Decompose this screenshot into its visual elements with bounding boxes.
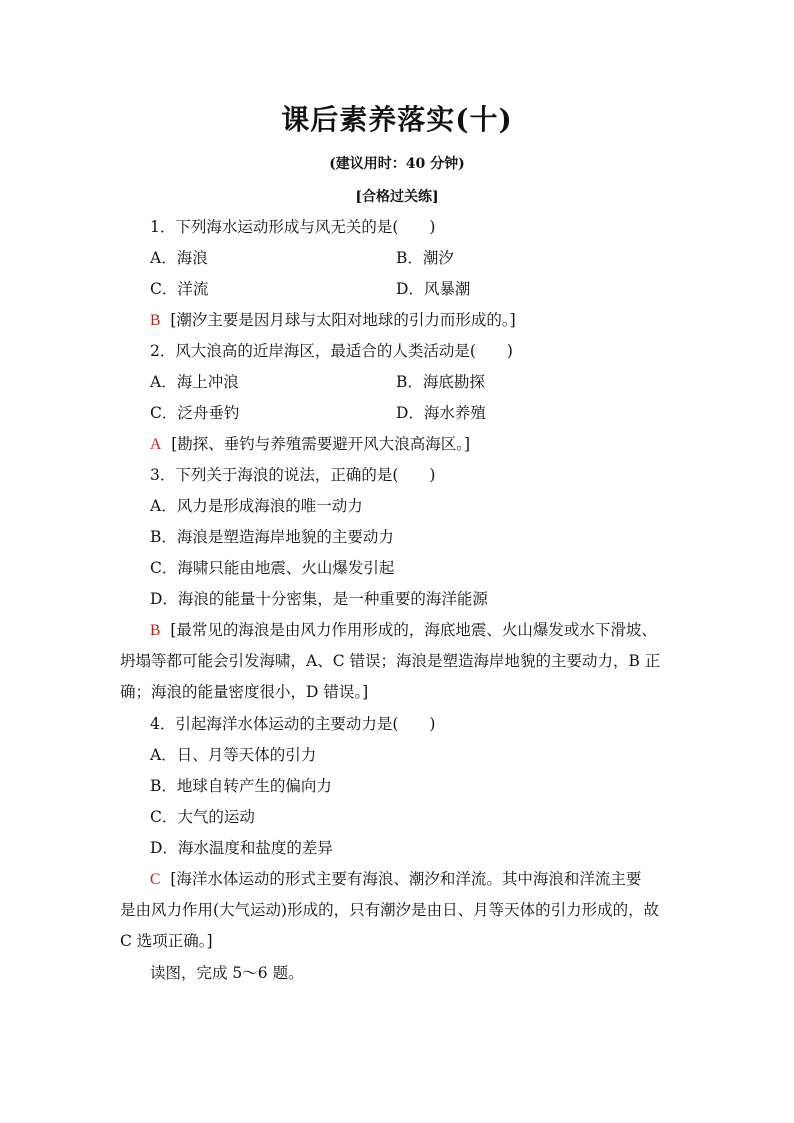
question-4-stem: 4．引起海洋水体运动的主要动力是( ) [150, 715, 436, 733]
page-title: 课后素养落实(十) [281, 103, 513, 136]
question-3-answer-line-3: 确；海浪的能量密度很小，D 错误。] [120, 683, 369, 701]
question-4-option-d: D．海水温度和盐度的差异 [150, 839, 333, 857]
question-3-option-c: C．海啸只能由地震、火山爆发引起 [150, 559, 395, 577]
question-1-option-b: B．潮汐 [396, 249, 454, 267]
question-4-option-c: C．大气的运动 [150, 808, 255, 826]
answer-explanation-line-1: [海洋水体运动的形式主要有海浪、潮汐和洋流。其中海浪和洋流主要 [170, 870, 642, 888]
reading-instruction: 读图，完成 5～6 题。 [150, 964, 304, 982]
question-3-option-b: B．海浪是塑造海岸地貌的主要动力 [150, 528, 394, 546]
question-1-stem: 1．下列海水运动形成与风无关的是( ) [150, 218, 436, 236]
question-4-option-b: B．地球自转产生的偏向力 [150, 777, 332, 795]
question-2-option-c: C．泛舟垂钓 [150, 404, 240, 422]
question-1-option-a: A．海浪 [150, 249, 208, 267]
question-1-option-c: C．洋流 [150, 280, 209, 298]
question-3-option-a: A．风力是形成海浪的唯一动力 [150, 497, 363, 515]
question-2-option-a: A．海上冲浪 [150, 373, 239, 391]
answer-explanation: [勘探、垂钓与养殖需要避开风大浪高海区。] [171, 435, 471, 453]
answer-letter: B [150, 312, 161, 329]
question-4-answer [150, 869, 641, 890]
question-3-answer [150, 620, 657, 641]
question-1-option-d: D．风暴潮 [396, 280, 471, 298]
time-suggestion: (建议用时：40 分钟) [329, 156, 465, 172]
answer-letter: B [150, 622, 161, 639]
question-4-answer-line-3: C 选项正确。] [120, 932, 213, 950]
section-heading: [合格过关练] [355, 189, 439, 205]
answer-letter: C [150, 871, 161, 888]
question-2-stem: 2．风大浪高的近岸海区，最适合的人类活动是( ) [150, 342, 513, 360]
question-1-answer [150, 310, 516, 331]
question-2-option-b: B．海底勘探 [396, 373, 485, 391]
question-2-option-d: D．海水养殖 [396, 404, 486, 422]
answer-explanation: [潮汐主要是因月球与太阳对地球的引力而形成的。] [170, 311, 516, 329]
question-3-stem: 3．下列关于海浪的说法，正确的是( ) [150, 466, 436, 484]
answer-explanation-line-1: [最常见的海浪是由风力作用形成的，海底地震、火山爆发或水下滑坡、 [170, 621, 657, 639]
question-3-option-d: D．海浪的能量十分密集，是一种重要的海洋能源 [150, 590, 488, 608]
question-2-answer [150, 434, 470, 455]
question-4-answer-line-2: 是由风力作用(大气运动)形成的，只有潮汐是由日、月等天体的引力形成的，故 [120, 901, 660, 919]
question-4-option-a: A．日、月等天体的引力 [150, 746, 317, 764]
answer-letter: A [150, 436, 162, 453]
question-3-answer-line-2: 坍塌等都可能会引发海啸，A、C 错误；海浪是塑造海岸地貌的主要动力，B 正 [120, 652, 661, 670]
